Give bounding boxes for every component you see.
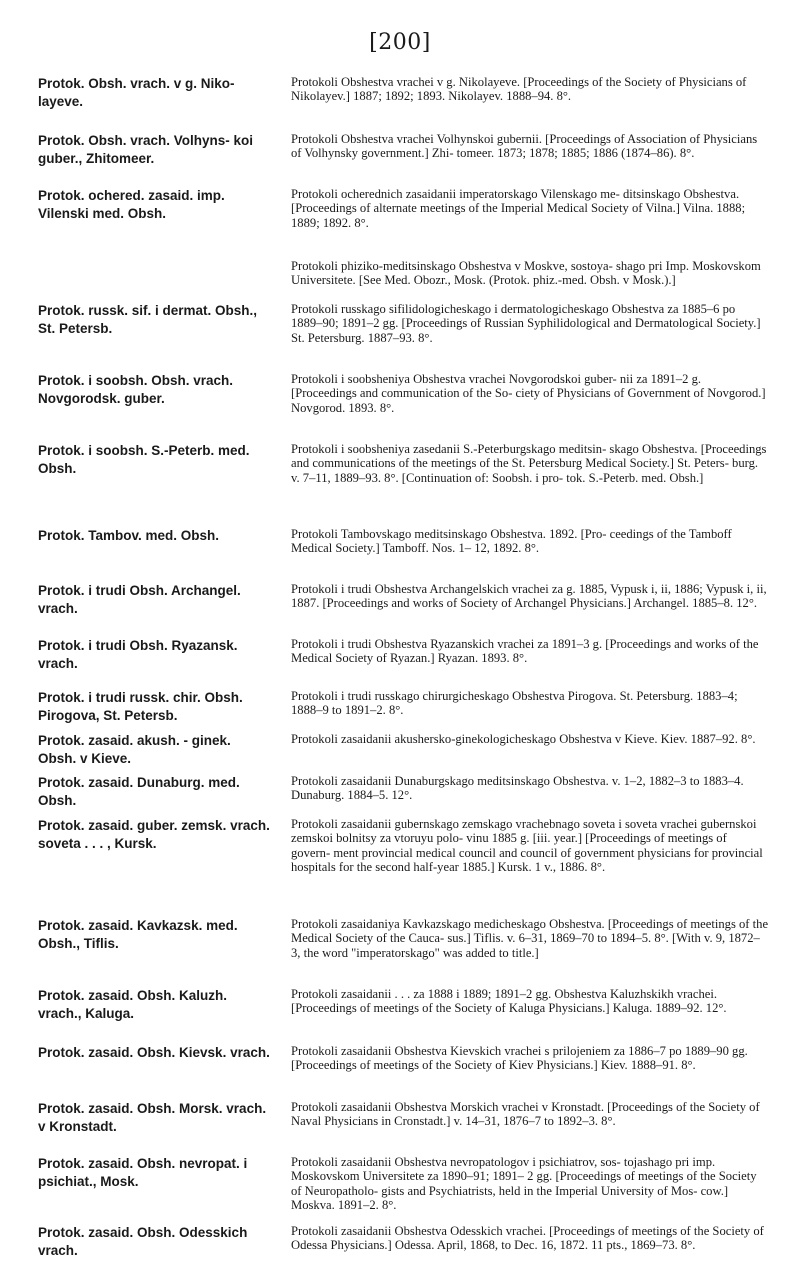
description: Protokoli i trudi Obshestva Archangelskich vrachei za g. 1885, Vypusk i, ii, 1886; Vypusk i, ii, 1887. [Proceedings and works of Society of Archangel Physicians.] Archangel. 1885–8. 12°. (291, 582, 767, 611)
description: Protokoli i soobsheniya Obshestva vrachei Novgorodskoi guber- nii za 1891–2 g. [Proceedings and communication of the So- ciety of Physicians of Government of Novgorod.] Novgorod. 1893. 8°. (291, 372, 766, 415)
description: Protokoli i soobsheniya zasedanii S.-Peterburgskago meditsin- skago Obshestva. [Proceedings and communications of the meetings of the St. Petersburg Medical Society.] St. Peters- burg. v. 7–11, 1889–93. 8°. [Continuation of: Soobsh. i pro- tok. S.-Peterb. med. Obsh.] (291, 442, 767, 485)
description: Protokoli i trudi russkago chirurgicheskago Obshestva Pirogova. St. Petersburg. 1883–4; 1888–9 to 1891–2. 8°. (291, 689, 738, 718)
description: Protokoli zasaidanii akushersko-ginekologicheskago Obshestva v Kieve. Kiev. 1887–92. 8°. (291, 732, 756, 746)
page-number: [200] (369, 30, 431, 55)
description: Protokoli zasaidanii Obshestva nevropatologov i psichiatrov, sos- tojashago pri imp. Moskovskom Universitete za 1890–91; 1891– 2 gg. [Proceedings of meetings of the Society of Neuropatholo- gists and Psychiatrists, held in the Imperial University of Mos- cow.] Moskva. 1891–2. 8°. (291, 1155, 757, 1212)
description: Protokoli i trudi Obshestva Ryazanskich vrachei za 1891–3 g. [Proceedings and works of the Medical Society of Ryazan.] Ryazan. 1893. 8°. (291, 637, 759, 666)
description: Protokoli zasaidanii . . . za 1888 i 1889; 1891–2 gg. Obshestva Kaluzhskikh vrachei. [Proceedings of meetings of the Society of Kaluga Physicians.] Kaluga. 1889–92. 12°. (291, 987, 727, 1016)
description: Protokoli ocherednich zasaidanii imperatorskago Vilenskago me- ditsinskago Obshestva. [Proceedings of alternate meetings of the Imperial Medical Society of Vilna.] Vilna. 1888; 1889; 1892. 8°. (291, 187, 746, 230)
description: Protokoli zasaidanii Obshestva Odesskich vrachei. [Proceedings of meetings of the Society of Odessa Physicians.] Odessa. April, 1868, to Dec. 16, 1872. 11 pts., 1869–73. 8°. (291, 1224, 764, 1253)
abbreviation: Protok. zasaid. Kavkazsk. med. Obsh., Tiflis. (38, 918, 238, 951)
abbreviation: Protok. zasaid. guber. zemsk. vrach. soveta . . . , Kursk. (38, 818, 270, 851)
description: Protokoli zasaidanii Obshestva Kievskich vrachei s prilojeniem za 1886–7 po 1889–90 gg. [Proceedings of meetings of the Society of Kiev Physicians.] Kiev. 1888–91. 8°. (291, 1044, 748, 1073)
abbreviation: Protok. russk. sif. i dermat. Obsh., St. Petersb. (38, 303, 258, 336)
abbreviation: Protok. zasaid. Obsh. Odesskich vrach. (38, 1225, 248, 1258)
description: Protokoli russkago sifilidologicheskago i dermatologicheskago Obshestva za 1885–6 po 1889–90; 1891–2 gg. [Proceedings of Russian Syphilidological and Dermatological Society.] St. Petersburg. 1887–93. 8°. (291, 302, 761, 345)
description: Protokoli Obshestva vrachei Volhynskoi gubernii. [Proceedings of Association of Physicians of Volhynsky government.] Zhi- tomeer. 1873; 1878; 1885; 1886 (1874–86). 8°. (291, 132, 758, 161)
description: Protokoli zasaidanii Dunaburgskago meditsinskago Obshestva. v. 1–2, 1882–3 to 1883–4. Dunaburg. 1884–5. 12°. (291, 774, 744, 803)
abbreviation: Protok. zasaid. Dunaburg. med. Obsh. (38, 775, 240, 808)
abbreviation: Protok. ochered. zasaid. imp. Vilenski med. Obsh. (38, 188, 225, 221)
abbreviation: Protok. i trudi Obsh. Ryazansk. vrach. (38, 638, 238, 671)
abbreviation: Protok. Obsh. vrach. Volhyns- koi guber., Zhitomeer. (38, 133, 254, 166)
description: Protokoli Obshestva vrachei v g. Nikolayeve. [Proceedings of the Society of Physicians of Nikolayev.] 1887; 1892; 1893. Nikolayev. 1888–94. 8°. (291, 75, 747, 104)
abbreviation: Protok. zasaid. Obsh. nevropat. i psichiat., Mosk. (38, 1156, 248, 1189)
abbreviation: Protok. zasaid. Obsh. Kaluzh. vrach., Kaluga. (38, 988, 228, 1021)
description: Protokoli zasaidanii Obshestva Morskich vrachei v Kronstadt. [Proceedings of the Society of Naval Physicians in Cronstadt.] v. 14–31, 1876–7 to 1892–3. 8°. (291, 1100, 760, 1129)
abbreviation: Protok. zasaid. Obsh. Kievsk. vrach. (38, 1045, 270, 1060)
abbreviation: Protok. i trudi russk. chir. Obsh. Pirogova, St. Petersb. (38, 690, 243, 723)
description: Protokoli Tambovskago meditsinskago Obshestva. 1892. [Pro- ceedings of the Tamboff Medical Society.] Tamboff. Nos. 1– 12, 1892. 8°. (291, 527, 732, 556)
description: Protokoli phiziko-meditsinskago Obshestva v Moskve, sostoya- shago pri Imp. Moskovskom Universitete. [See Med. Obozr., Mosk. (Protok. phiz.-med. Obsh. v Mosk.).] (291, 259, 761, 288)
abbreviation: Protok. i soobsh. S.-Peterb. med. Obsh. (38, 443, 250, 476)
abbreviation: Protok. Obsh. vrach. v g. Niko- layeve. (38, 76, 235, 109)
abbreviation: Protok. i trudi Obsh. Archangel. vrach. (38, 583, 241, 616)
abbreviation: Protok. zasaid. akush. - ginek. Obsh. v Kieve. (38, 733, 231, 766)
description: Protokoli zasaidanii gubernskago zemskago vrachebnago soveta i soveta vrachei gubernskoi zemskoi bolnitsy za vtoruyu polo- vinu 1885 g. [iii. year.] [Proceedings of meetings of govern- ment provincial medical council and council of government physicians for provincial hospitals for the second half-year 1885.] Kursk. 1 v., 1886. 8°. (291, 817, 763, 874)
abbreviation: Protok. i soobsh. Obsh. vrach. Novgorodsk. guber. (38, 373, 234, 406)
description: Protokoli zasaidaniya Kavkazskago medicheskago Obshestva. [Proceedings of meetings of the Medical Society of the Cauca- sus.] Tiflis. v. 6–31, 1869–70 to 1894–5. 8°. [With v. 9, 1872– 3, the word "imperatorskago" was added to title.] (291, 917, 769, 960)
abbreviation: Protok. Tambov. med. Obsh. (38, 528, 220, 543)
abbreviation: Protok. zasaid. Obsh. Morsk. vrach. v Kronstadt. (38, 1101, 267, 1134)
